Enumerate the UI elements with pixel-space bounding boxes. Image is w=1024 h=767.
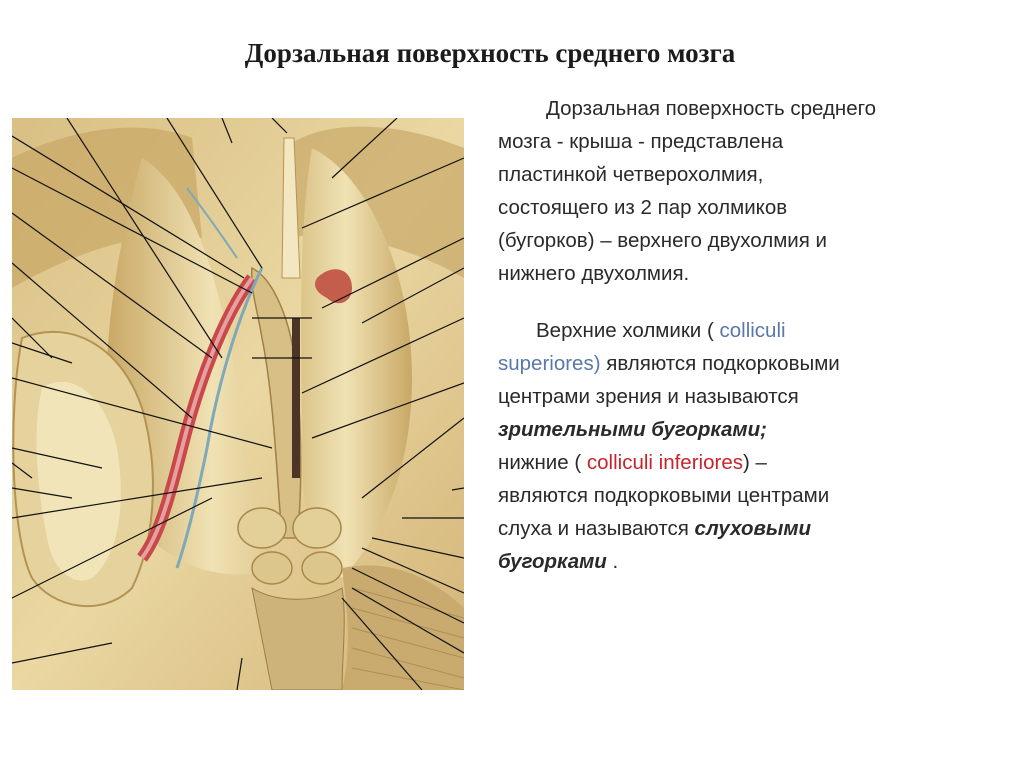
p1-line-4: состоящего из 2 пар холмиков [498, 196, 788, 219]
p1-line-2: мозга - крыша - представлена [498, 130, 784, 153]
p2-l5-text-b: ) – [742, 451, 767, 474]
superior-colliculus-left [238, 508, 286, 548]
p2-l8-text: . [606, 550, 619, 573]
slide-title: Дорзальная поверхность среднего мозга [244, 38, 736, 68]
superior-colliculus-right [293, 508, 341, 548]
p2-l2-text: являются подкорковыми [600, 352, 840, 375]
p1-line-6: нижнего двухолмия. [498, 262, 690, 285]
paragraph-colliculi [498, 314, 1003, 578]
anatomy-drawing [12, 118, 464, 690]
p2-l6-text: являются подкорковыми центрами [498, 484, 830, 507]
p2-l3-text: центрами зрения и называются [498, 385, 799, 408]
inferior-colliculus-right [302, 552, 342, 584]
inferior-colliculus-left [252, 552, 292, 584]
p2-l1-text: Верхние холмики ( [536, 319, 720, 342]
p2-l5-text-a: нижние ( [498, 451, 587, 474]
p2-l8-emph: бугорками [498, 550, 607, 573]
p1-line-3: пластинкой четверохолмия, [498, 163, 764, 186]
p1-line-5: (бугорков) – верхнего двухолмия и [498, 229, 828, 252]
p2-l5-latin: colliculi inferiores [586, 451, 743, 474]
p2-l1-latin: colliculi [719, 319, 786, 342]
p2-l2-latin: superiores) [498, 352, 601, 375]
third-ventricle-slit [292, 318, 300, 478]
p1-line-1: Дорзальная поверхность среднего [546, 97, 877, 120]
paragraph-roof [498, 92, 1003, 290]
p2-l7-text: слуха и называются [498, 517, 695, 540]
midbrain-illustration [12, 118, 464, 690]
p2-l4-emph: зрительными бугорками; [498, 418, 767, 441]
description-text [498, 92, 1003, 578]
p2-l7-emph: слуховыми [694, 517, 812, 540]
